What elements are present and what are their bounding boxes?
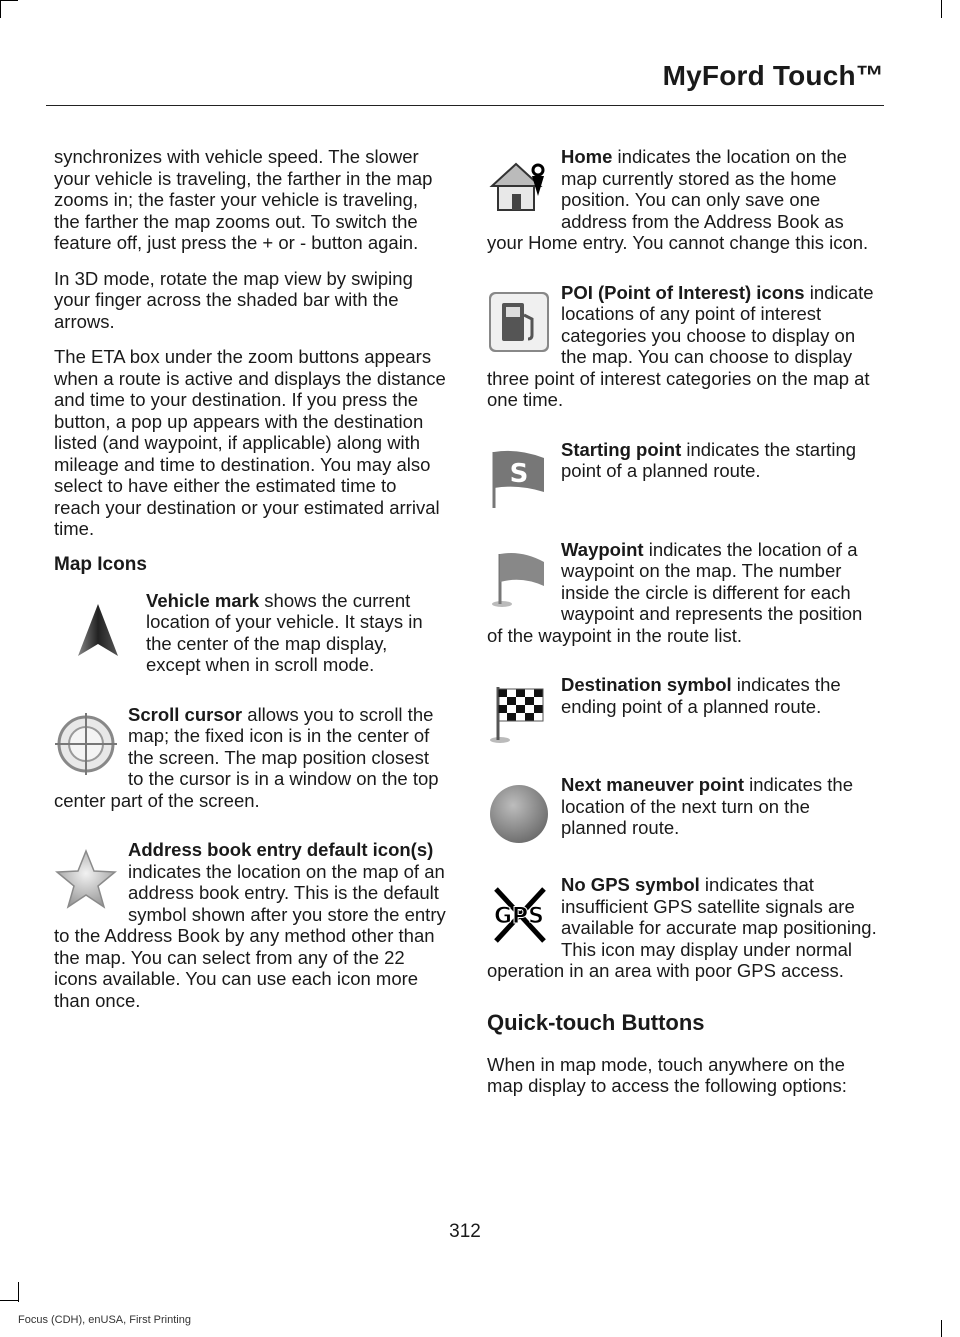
crop-mark — [0, 0, 18, 1]
intro-paragraph-2: In 3D mode, rotate the map view by swiping your finger across the shaded bar with the arrows. — [54, 267, 413, 332]
destination-term: Destination symbol — [561, 674, 732, 695]
next-maneuver-text: indicates the location of the next turn on the planned route. — [561, 774, 854, 838]
crop-mark — [941, 0, 942, 18]
start-flag-icon — [487, 447, 551, 511]
no-gps-term: No GPS symbol — [561, 874, 700, 895]
left-column — [54, 146, 446, 1039]
address-book-term: Address book entry default icon(s) — [128, 839, 434, 860]
home-term: Home — [561, 146, 613, 167]
intro-paragraph-1: synchronizes with vehicle speed. The slower your vehicle is traveling, the farther in the map zooms in; the faster your vehicle is traveling, the farther the map zooms out. To switch the feature off, just press the + or - button again. — [54, 146, 433, 253]
page-title: MyFord Touch™ — [662, 60, 884, 91]
no-gps-icon — [487, 882, 551, 946]
poi-term: POI (Point of Interest) icons — [561, 281, 805, 303]
destination-text: indicates the ending point of a planned route. — [561, 674, 841, 717]
page-number: 312 — [449, 1221, 481, 1242]
poi-entry — [487, 282, 879, 411]
next-maneuver-term: Next maneuver point — [561, 774, 744, 795]
starting-point-entry — [487, 439, 879, 511]
waypoint-flag-icon — [487, 547, 551, 611]
no-gps-text: indicates that insufficient GPS satellite signals are available for accurate map positioning. This icon may display under normal operation in an area with poor GPS access. — [487, 874, 877, 981]
next-maneuver-entry — [487, 774, 879, 846]
header-divider — [46, 105, 884, 106]
quick-touch-heading: Quick-touch Buttons — [487, 1009, 705, 1035]
checkered-flag-icon — [487, 682, 551, 746]
quick-touch-paragraph: When in map mode, touch anywhere on the map display to access the following options: — [487, 1053, 847, 1096]
crop-mark — [0, 1300, 18, 1301]
star-icon — [54, 847, 118, 911]
waypoint-text: indicates the location of a waypoint on the map. The number inside the circle is different for each waypoint and represents the position of the waypoint in the route list. — [487, 538, 863, 646]
crop-mark — [941, 1320, 942, 1337]
start-flag-letter: S — [509, 458, 529, 489]
map-icons-heading: Map Icons — [54, 553, 147, 575]
starting-point-text: indicates the starting point of a planned route. — [561, 438, 857, 481]
address-book-entry — [54, 839, 446, 1011]
destination-entry — [487, 674, 879, 746]
address-book-text: indicates the location on the map of an address book entry. This is the default symbol shown after you store the entry to the Address Book by any method other than the map. You can select from any of the 22 icons available. You can use each icon more than once. — [54, 860, 446, 1011]
starting-point-term: Starting point — [561, 438, 682, 460]
poi-text: indicate locations of any point of interest categories you choose to display on the map. You can choose to display three point of interest categories on the map at one time. — [487, 281, 874, 410]
waypoint-term: Waypoint — [561, 538, 644, 560]
crop-mark — [18, 1282, 19, 1302]
crop-mark — [0, 0, 1, 18]
vehicle-mark-icon — [66, 598, 130, 662]
footer-printing: Focus (CDH), enUSA, First Printing — [18, 1314, 191, 1326]
home-icon — [487, 154, 551, 218]
intro-paragraph-3: The ETA box under the zoom buttons appears when a route is active and displays the distance and time to your destination. If you press the button, a pop up appears with the destination listed (and waypoint, if applicable) along with mileage and time to destination. You may also select to have either the estimated time to reach your destination or your estimated arrival time. — [54, 346, 446, 539]
no-gps-entry — [487, 874, 879, 982]
right-column — [487, 146, 879, 1111]
home-text: indicates the location on the map currently stored as the home position. You can only save one address from the Address Book as your Home entry. You cannot change this icon. — [487, 146, 869, 253]
scroll-cursor-entry — [54, 704, 446, 812]
vehicle-mark-term: Vehicle mark — [146, 589, 260, 611]
scroll-cursor-text: allows you to scroll the map; the fixed icon is in the center of the screen. The map position closest to the cursor is in a window on the top center part of the screen. — [54, 703, 439, 811]
no-gps-label: GPS — [493, 904, 545, 929]
vehicle-mark-entry — [54, 590, 446, 676]
home-entry — [487, 146, 879, 254]
scroll-cursor-term: Scroll cursor — [128, 703, 243, 725]
waypoint-entry — [487, 539, 879, 647]
vehicle-mark-text: shows the current location of your vehicle. It stays in the center of the map display, except when in scroll mode. — [146, 589, 423, 675]
fuel-pump-icon — [487, 290, 551, 354]
scroll-cursor-icon — [54, 712, 118, 776]
maneuver-dot-icon — [487, 782, 551, 846]
